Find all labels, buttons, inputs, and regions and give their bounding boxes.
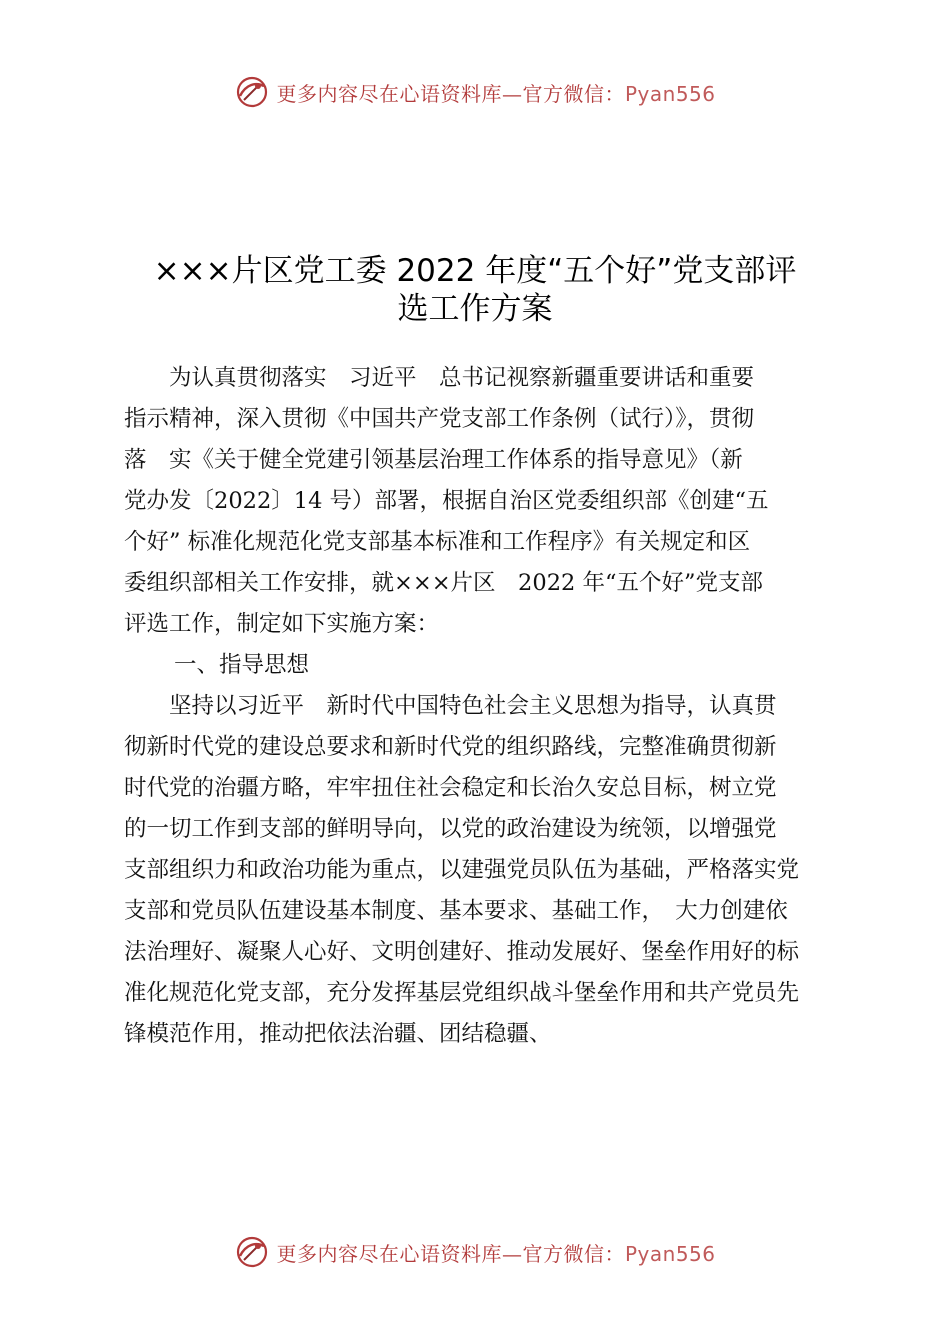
- text-line: 锋模范作用，推动把依法治疆、团结稳疆、: [124, 1021, 552, 1047]
- document-title: [120, 252, 830, 328]
- section-heading: 一、指导思想: [174, 652, 310, 678]
- section-paragraph: [124, 686, 840, 1055]
- watermark-logo-icon: [234, 1234, 270, 1270]
- text-line: 法治理好、凝聚人心好、文明创建好、推动发展好、堡垒作用好的标: [124, 939, 800, 965]
- watermark-header: [0, 72, 950, 112]
- watermark-text: 更多内容尽在心语资料库—官方微信：Pyan556: [276, 1241, 716, 1266]
- intro-paragraph: [124, 358, 840, 645]
- text-line: 支部和党员队伍建设基本制度、基本要求、基础工作， 大力创建依: [124, 898, 788, 924]
- text-line: 彻新时代党的建设总要求和新时代党的组织路线，完整准确贯彻新: [124, 734, 777, 760]
- title-line-2: 选工作方案: [397, 291, 553, 327]
- text-line: 的一切工作到支部的鲜明导向，以党的政治建设为统领，以增强党: [124, 816, 777, 842]
- text-line: 落 实《关于健全党建引领基层治理工作体系的指导意见》（新: [124, 447, 743, 473]
- text-line: 为认真贯彻落实 习近平 总书记视察新疆重要讲话和重要: [124, 365, 755, 391]
- watermark-logo-icon: [234, 74, 270, 110]
- text-line: 支部组织力和政治功能为重点，以建强党员队伍为基础，严格落实党: [124, 857, 800, 883]
- title-line-1: ×××片区党工委 2022 年度“五个好”党支部评: [153, 253, 797, 289]
- text-line: 个好” 标准化规范化党支部基本标准和工作程序》有关规定和区: [124, 529, 751, 555]
- document-body: [124, 358, 840, 1055]
- watermark-id: Pyan556: [624, 81, 716, 106]
- text-line: 指示精神，深入贯彻《中国共产党支部工作条例（试行）》，贯彻: [124, 406, 755, 432]
- watermark-footer: [0, 1232, 950, 1272]
- watermark-text: 更多内容尽在心语资料库—官方微信：Pyan556: [276, 81, 716, 106]
- text-line: 坚持以习近平 新时代中国特色社会主义思想为指导，认真贯: [124, 693, 777, 719]
- text-line: 评选工作，制定如下实施方案：: [124, 611, 440, 637]
- watermark-id: Pyan556: [624, 1241, 716, 1266]
- text-line: 委组织部相关工作安排，就×××片区 2022 年“五个好”党支部: [124, 570, 763, 596]
- text-line: 时代党的治疆方略，牢牢扭住社会稳定和长治久安总目标，树立党: [124, 775, 777, 801]
- text-line: 党办发〔2022〕14 号）部署，根据自治区党委组织部《创建“五: [124, 488, 769, 514]
- text-line: 准化规范化党支部，充分发挥基层党组织战斗堡垒作用和共产党员先: [124, 980, 800, 1006]
